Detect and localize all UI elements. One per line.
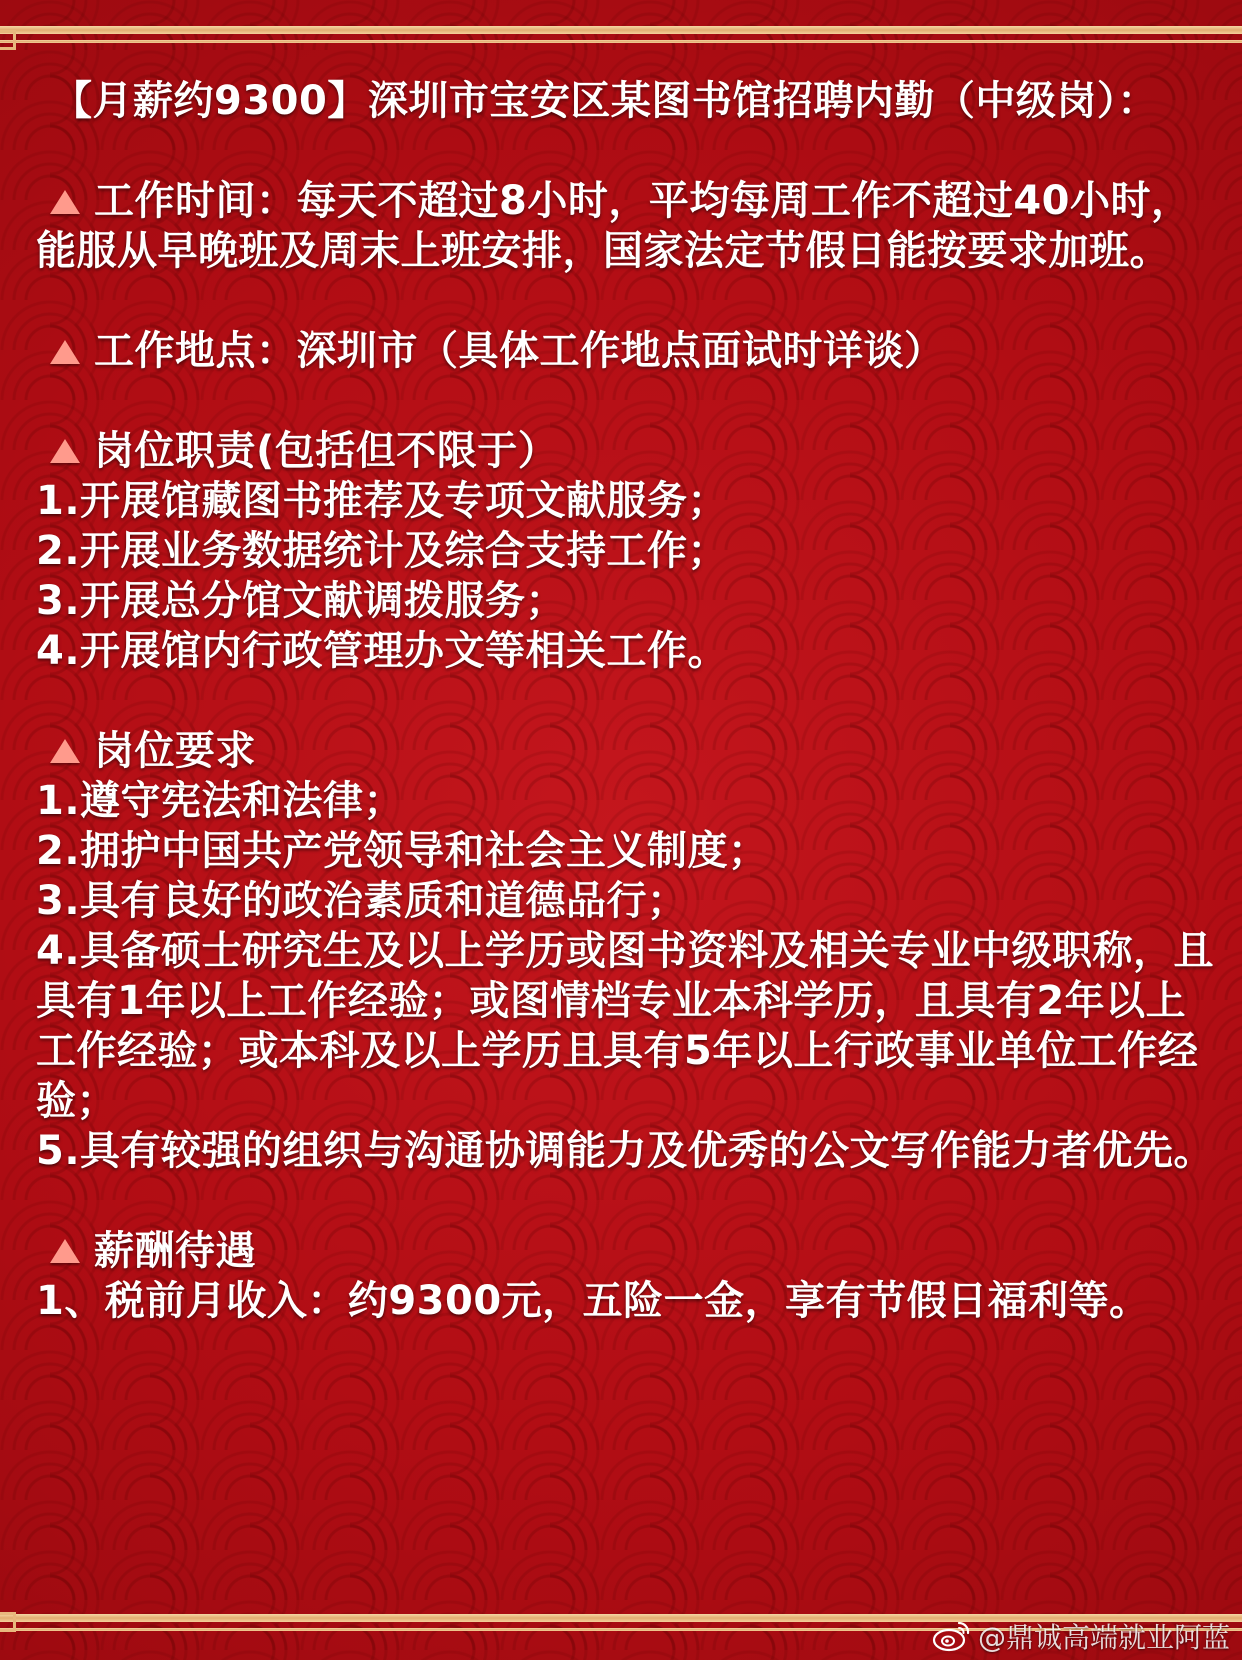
salary-heading-text: 薪酬待遇 <box>94 1228 256 1274</box>
requirement-item: 5.具有较强的组织与沟通协调能力及优秀的公文写作能力者优先。 <box>36 1128 1215 1174</box>
duty-item: 2.开展业务数据统计及综合支持工作； <box>36 528 729 574</box>
work-time-text: 工作时间：每天不超过8小时，平均每周工作不超过40小时，能服从早晚班及周末上班安排，国家法定节假日能按要求加班。 <box>36 178 1192 274</box>
work-time-section <box>36 176 1216 276</box>
duty-item: 4.开展馆内行政管理办文等相关工作。 <box>36 628 729 674</box>
work-location-section <box>36 326 1216 376</box>
top-left-corner-ornament <box>0 30 16 50</box>
triangle-bullet-icon <box>50 1239 80 1263</box>
triangle-bullet-icon <box>50 340 80 364</box>
duties-heading-text: 岗位职责(包括但不限于） <box>94 428 559 474</box>
duty-item: 3.开展总分馆文献调拨服务； <box>36 578 567 624</box>
top-border <box>0 26 1242 34</box>
job-posting <box>36 76 1216 1326</box>
watermark-text: @鼎诚高端就业阿蓝 <box>977 1621 1230 1654</box>
duties-heading <box>36 426 1216 476</box>
salary-item: 1、税前月收入：约9300元，五险一金，享有节假日福利等。 <box>36 1278 1150 1324</box>
top-border-thin <box>0 40 1242 43</box>
requirements-heading <box>36 726 1216 776</box>
requirement-item: 1.遵守宪法和法律； <box>36 778 405 824</box>
triangle-bullet-icon <box>50 439 80 463</box>
requirement-item: 2.拥护中国共产党领导和社会主义制度； <box>36 828 769 874</box>
bottom-left-corner-ornament <box>0 1612 16 1632</box>
triangle-bullet-icon <box>50 739 80 763</box>
work-location-text: 工作地点：深圳市（具体工作地点面试时详谈） <box>94 328 945 374</box>
requirement-item: 3.具有良好的政治素质和道德品行； <box>36 878 688 924</box>
salary-heading <box>36 1226 1216 1276</box>
duty-item: 1.开展馆藏图书推荐及专项文献服务； <box>36 478 729 524</box>
posting-title: 【月薪约9300】深圳市宝安区某图书馆招聘内勤（中级岗）： <box>52 78 1158 124</box>
requirements-heading-text: 岗位要求 <box>94 728 256 774</box>
triangle-bullet-icon <box>50 190 80 214</box>
weibo-icon <box>932 1619 972 1653</box>
requirement-item: 4.具备硕士研究生及以上学历或图书资料及相关专业中级职称，且具有1年以上工作经验；或图情档专业本科学历，且具有2年以上工作经验；或本科及以上学历且具有5年以上行政事业单位工作经验； <box>36 928 1215 1124</box>
weibo-watermark <box>932 1616 1230 1656</box>
